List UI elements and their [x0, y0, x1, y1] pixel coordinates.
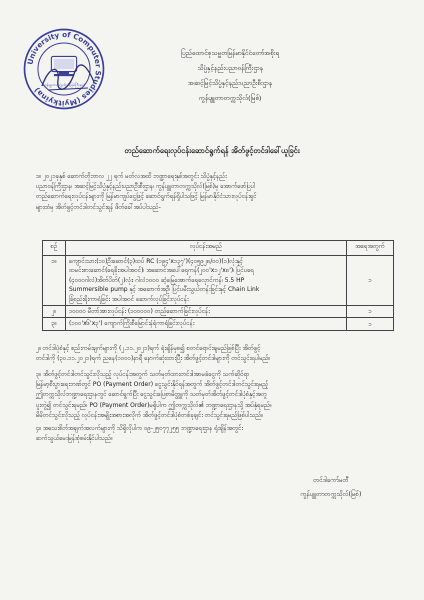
intro-line: ပညာဝန်ကြီးဌာန၊ အဆင့်မြင့်သိပ္ပံနှင့်နည်းပညာဦးစီးဌာန၊ ကွန်ပျူတာတက္ကသိုလ်(မြစ်)မှ အောက်ဖော်ပြပါ: [36, 183, 256, 191]
paragraph-3: [36, 370, 398, 421]
column-header-quantity: အရေအတွက်: [347, 241, 394, 256]
row-quantity: ၁: [347, 256, 394, 306]
signature-committee: တင်ဒါကော်မတီ: [313, 477, 349, 484]
table-row: [43, 256, 394, 306]
table-header-row: [43, 241, 394, 256]
description-line: (၁၀၀'x၆'x၃') ကျောက်ကြိုးစီမြောင်းနံရံကာရံခြင်းလုပ်ငန်း: [69, 320, 195, 328]
row-description: [66, 256, 347, 306]
row-number: ၁။: [43, 256, 66, 306]
paragraph-line: ပူးတွဲ၍ တင်သွင်းရမည်။ PO (Payment Order)မရှိပါက ဤတက္ကသိုလ်၏ ဘဏ္ဍာရေးဌာနသို့ အပ်နှံရမည်။: [36, 401, 272, 409]
header-line-4: ကွန်ပျူတာတက္ကသိုလ်(မြစ်): [198, 94, 262, 102]
intro-line: ၁။ ၂၀၂၁ခုနှစ် ဆောက်တိုဘာလ ၂၂ ရက် မတ်လအထိ ဘဏ္ဍာရေးနှစ်အတွင်း သိပ္ပံနှင့်နည်း: [36, 173, 227, 180]
row-description: [66, 306, 347, 318]
description-line: ထမင်းစားဆောင်(ရေခိုးအပါအဝင်)၊ အဆောင်အပေါ်ရေကန်(၂၀၀'x၁၂'x၈')၊ ပြင်ပရေ: [69, 267, 254, 275]
row-description: [66, 318, 347, 330]
paragraph-line: ဤတက္ကသိုလ်ဘဏ္ဍာရေးဌာနတွင် ဆောင်ရွက်ပြီး ငွေသွင်းပြေစာမိတ္တူကို သတ်မှတ်အိတ်ဖွင့်တင်ဒါပုံစံနှင့်အတူ: [36, 391, 267, 399]
paragraph-line: မြန်မာ့စီးပွားရေးဘဏ်တွင် PO (Payment Order) ငွေသွင်းနိုင်ရန်အတွက် အိတ်ဖွင့်တင်ဒါတင်သွင်းရမည့်: [36, 381, 269, 389]
header-line-3: အဆင့်မြင့်သိပ္ပံနှင့်နည်းပညာဦးစီးဌာန: [188, 79, 272, 87]
row-quantity: ၁: [347, 318, 394, 330]
description-line: (၄၀၀၀ဂါလံ)အိတ်ပိတ်(၂)လုံး၊ ဂါလံ၁၀၀၀ ဆံ့မြေအောက်ရေလှောင်ကန်၊ 5.5 HP: [69, 276, 245, 284]
intro-paragraph: [36, 172, 398, 213]
header-line-2: သိပ္ပံနှင့်နည်းပညာဝန်ကြီးဌာန: [197, 64, 263, 72]
paragraph-line: တင်ဒါကို (၃၀.၁၁.၂၀၂၁)ရက် ညနေ(၁၀၀၀)နာရီ နောက်ဆုံးထားပြီး အိတ်ဖွင့်တင်ဒါများကို တင်သွင်းရပါမည်။: [36, 355, 271, 363]
intro-line: များထံမှ အိတ်ဖွင့်တင်ဒါတင်သွင်းရန် ဖိတ်ခေါ်အပ်ပါသည်-: [36, 203, 161, 211]
intro-line: တည်ဆောက်ရေးလုပ်ငန်းများကို မြန်မာကျပ်ငွေဖြင့် ဆောင်ရွက်ရန်ရှိပါသဖြင့် မြန်မာနိုင်ငံသားလုပ်ငန်းရှင်: [36, 193, 257, 201]
paragraph-line: ၃။ အိတ်ဖွင့်တင်ဒါတင်သွင်းလိုသည့် လုပ်ငန်းအတွက် သတ်မှတ်ထားတင်ဒါအာမခံငွေကို သက်ဆိုင်ရာ: [36, 371, 250, 378]
paragraph-line: ၄။ အသေးစိတ်အချက်အလက်များကို သိရှိလိုပါက ၀၉-၂၅၀၇၇၂၅၅ ဘဏ္ဍာရေးဌာန ရုံးချိန်အတွင်း: [36, 425, 244, 432]
description-line: Summersible pump နှင့် အဆောက်အဦ၊ ပြင်ပမီးသွယ်တန်းခြင်းနှင့် Chain Link: [69, 286, 260, 294]
paragraph-line: ၂။ တင်ဒါပုံစံနှင့် စည်းကမ်းချက်များကို (၂.၁၁.၂၀၂၁)ရက် ရုံးချိန်မှစ၍ စတင်ရောင်းချမည်ဖြစ်ပြီး အိတ်ဖွင့်: [36, 345, 261, 352]
paragraph-2: [36, 344, 398, 364]
paragraph-4: [36, 424, 398, 444]
table-row: [43, 318, 394, 330]
signature-institution: ကွန်ပျူတာတက္ကသိုလ်(မြစ်): [300, 491, 362, 498]
description-line: ၁၀၀၀၀ မီတာ်အားလုပ်ငန်း (၁၀၀၀၀၀) တည်ဆောက်ခြင်းလုပ်ငန်း: [69, 308, 210, 316]
seal-inner-text: ကွန်ပျူတာတက္ကသိုလ်(မြစ်ကြီးနား): [43, 82, 85, 87]
table-row: [43, 306, 394, 318]
row-number: ၂။: [43, 306, 66, 318]
description-line: ခြံစည်းရိုးကာရံခြင်း အပါအဝင် ဆောက်လုပ်ခြင်းလုပ်ငန်း: [69, 295, 189, 303]
row-quantity: ၁: [347, 306, 394, 318]
description-line: ကျောင်းသား(၁၀)ဦးဆောင်(၃)ထပ် RC (၁၉၄'x၁၃၇')(၄၀၅၉၂၈/၀၀)(၁)လုံးနှင့်: [69, 258, 243, 265]
row-number: ၃။: [43, 318, 66, 330]
paragraph-line: မိမိတင်သွင်းလိုသည့် လုပ်ငန်းအမျိုးအစားအလိုက် အိတ်ဖွင့်တင်ဒါပုံစံတစ်ခုချင်း တင်သွင်းရမည်ဖြစ်ပါသည်။: [36, 411, 263, 419]
seal-arc-text: University of Computer Studies (Myitkyina): [25, 30, 103, 108]
handwritten-signature: [38, 58, 98, 98]
works-table: [42, 240, 394, 331]
page-title: တည်ဆောက်ရေးလုပ်ငန်းဆောင်ရွက်ရန် အိတ်ဖွင့်တင်ဒါခေါ်ယူခြင်း: [124, 146, 300, 155]
paragraph-line: ဆက်သွယ်မေးမြန်းစုံစမ်းနိုင်ပါသည်။: [36, 435, 113, 443]
column-header-no: စဉ်: [43, 241, 66, 256]
header-line-1: ပြည်ထောင်စုသမ္မတမြန်မာနိုင်ငံတော်အစိုးရ: [180, 49, 280, 57]
column-header-work-name: လုပ်ငန်းအမည်: [66, 241, 347, 256]
